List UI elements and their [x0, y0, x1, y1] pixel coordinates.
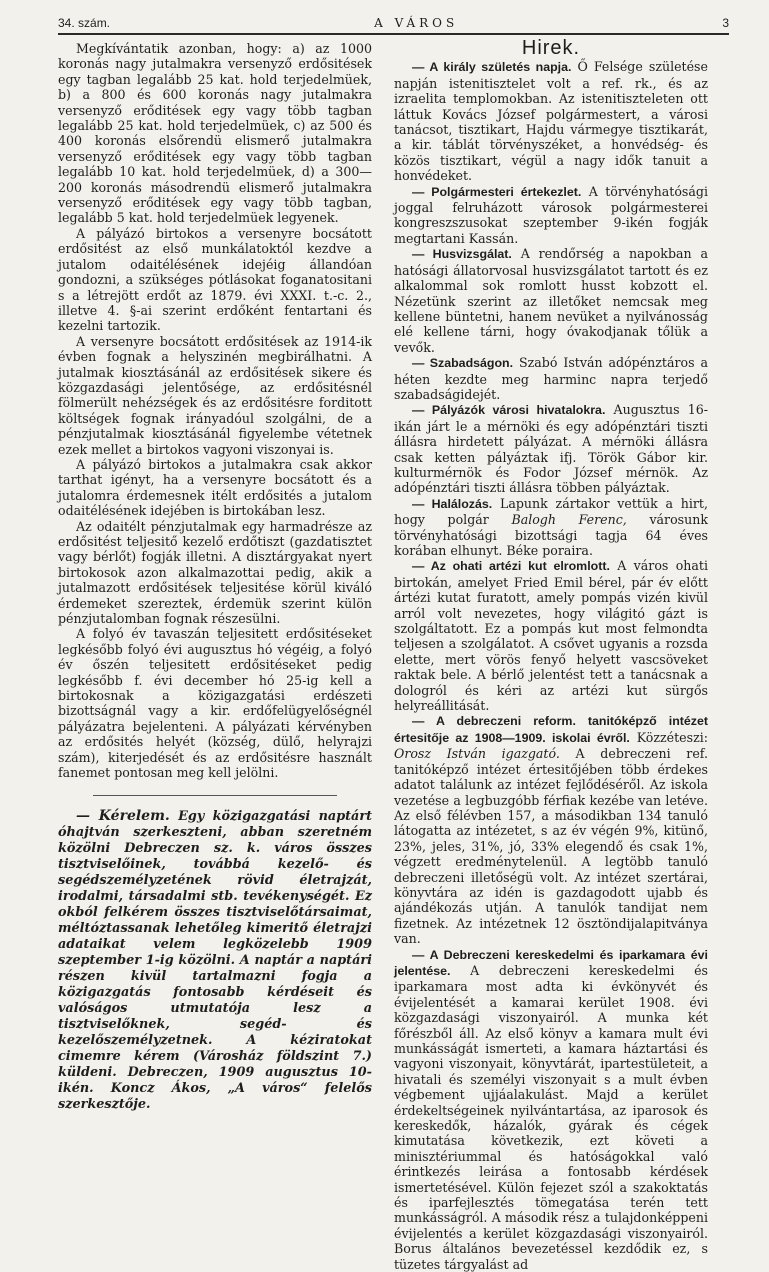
news-item — [394, 402, 708, 495]
news-item — [394, 558, 708, 713]
news-item — [394, 184, 708, 247]
news-text: Augusztus 16-ikán járt le a mérnöki és egy adópénztári tiszti állásra hirdetett pályázat. A mérnöki állásra csak ketten pályáztak ifj. Török Gábor kir. kulturmérnök és Fodor József mérnök. Az adópénztári tiszti állásra többen pályáztak. — [394, 402, 708, 496]
person-name: Orosz István igazgató. — [394, 746, 560, 762]
news-item — [394, 947, 708, 1272]
news-text: Lapunk zártakor vettük a hirt, hogy polgár — [394, 495, 709, 528]
request-notice — [58, 808, 372, 1113]
header-rule — [58, 33, 729, 35]
left-column — [58, 41, 372, 1272]
paragraph: A pályázó birtokos a jutalmakra csak akkor tarthat igényt, ha a versenyre bocsátott és a jutalomra érdemesnek itélt erdősités a jutalom odaitélésének idejében is birtokában lesz. — [58, 456, 372, 519]
news-text: A debreczeni ref. tanitóképző intézet értesitőjében több érdekes adatot találunk az intézet fejlődéséről. Az iskola vezetése a legbuzgóbb férfiak kezébe van letéve. Az első félévben 157, a másodikban 134 tanuló látogatta az intézetet, s az év végén 9%, kitünő, 23%, jeles, 31%, jó, 33% elegendő és csak 1%, végzett eredménytelenül. A legtöbb tanuló debreczeni illetőségü volt. Az intézet szertárai, könyvtára az idén is gazdagodott ujabb és ajándékozás utján. A tanulók tandijat nem fizetnek. Az intézetnek 12 ösztöndijalapitványa van. — [394, 746, 708, 947]
news-title: — Szabadságon. — [412, 356, 514, 371]
news-text: Szabó István adópénztáros a héten kezdte meg harminc napra terjedő szabadságidejét. — [394, 355, 708, 402]
columns — [58, 37, 729, 1272]
section-divider — [93, 795, 338, 796]
page-header — [58, 16, 729, 30]
news-title: — A debreczeni reform. tanitóképző intézet értesitője az 1908—1909. iskolai évről. — [394, 714, 708, 745]
news-text: A rendőrség a napokban a hatósági állatorvosal husvizsgálatot tartott és ez alkalommal sok romlott husst kobzott el. Nézetünk szerint az illetőket nemcsak meg kellene büntetni, hanem nevüket a nyilvánosság elé kellene tárni, hogy óvakodjanak tőlük a vevők. — [394, 246, 708, 355]
request-text: Egy közigazgatási naptárt óhajtván szerkeszteni, abban szeretném közölni Debreczen sz. k. város összes tisztviselőinek, továbbá kezelő- és segédszemélyzetének rövid életrajzát, irodalmi, társadalmi stb. tevékenységét. Ez okból felkérem összes tisztviselőtársaimat, méltóztassanak lehetőleg kimeritő életrajzi adataikat velem legközelebb 1909 szeptember 1-ig közölni. A naptár a naptári részen kivül tartalmazni fogja a közigazgatás fontosabb kérdéseit és valóságos utmutatója lesz a tisztviselőknek, segéd- és kezelőszemélyzetnek. A kéziratokat cimemre kérem (Városház földszint 7.) küldeni. Debreczen, 1909 augusztus 10-ikén. Koncz Ákos, „A város“ felelős szerkesztője. — [58, 808, 372, 1112]
news-item — [394, 355, 708, 402]
newspaper-title: A VÁROS — [374, 16, 459, 30]
news-title: — Az ohati artézi kut elromlott. — [412, 559, 610, 574]
news-text: Közzéteszi: — [636, 729, 708, 745]
news-text: A törvényhatósági joggal felruházott városok polgármesterei kongreszszusokat szeptember 9-ikén fogják megtartani Kassán. — [394, 183, 708, 246]
news-title: — Husvizsgálat. — [412, 247, 512, 262]
news-title: — Pályázók városi hivatalokra. — [412, 403, 606, 418]
news-text: A város ohati birtokán, amelyet Fried Emil bérel, pár év előtt ártézi kutat furatott, amely pompás vizén kivül arról volt nevezetes, hogy világitó gázt is szolgáltatott. Ez a pompás kut most felmondta teljesen a szolgálatot. A csővet ugyanis a rozsda elette, mert vörös fenyő helyett vascsöveket raktak bele. A bérlő jelentést tett a tanácsnak a dologról és kéri az artézi kut sürgős helyreállitását. — [394, 558, 708, 714]
news-item — [394, 496, 708, 559]
news-title: — A Debreczeni kereskedelmi és iparkamara évi jelentése. — [394, 947, 708, 978]
paragraph: Megkívántatik azonban, hogy: a) az 1000 koronás nagy jutalmakra versenyző erdősitések egy tagban legalább 25 kat. hold terjedelmüek, b) a 800 és 600 koronás nagy jutalmakra versenyző erőditések egy vagy több tagban legalább 25 kat. hold terjedelmüek, c) az 500 és 400 koronás elsőrendü elismerő jutalmakra versenyző erőditések egy vagy több tagban legalább 10 kat. hold terjedelmüek, d) a 300—200 koronás másodrendü elismerő jutalmakra versenyző erőditések egy vagy több tagban, legalább 5 kat. hold terjedelmüek legyenek. — [58, 41, 372, 226]
news-text: Ő Felsége születése napján istenitisztelet volt a ref. rk., és az izraelita templomokban. Az istenitiszteleten ott láttuk Kovács József polgármestert, a városi tanácsot, tisztikart, Hajdu vármegye tisztikarát, a kir. táblát törvényszéket, a honvédség- és közös tisztikart, végül a nagy idők tanuit a honvédeket. — [394, 59, 708, 184]
paragraph: A folyó év tavaszán teljesitett erdősitéseket legkésőbb folyó évi augusztus hó végéig, a folyó év őszén teljesitett erdősitéseket pedig legkésőbb f. évi december hó 25-ig kell a birtokosnak a közigazgatási erdészeti bizottságnál vagy a kir. erdőfelügyelőségnél pályázatra bejelenteni. A pályázati kérvényben az erdősités helyét (község, dülő, helyrajzi szám), kiterjedését és az erdősitésre használt fanemet pontosan meg kell jelölni. — [58, 626, 372, 781]
news-heading: Hirek. — [521, 37, 581, 59]
paragraph: A pályázó birtokos a versenyre bocsátott erdősitést az első munkálatoktól kezdve a jutalom odaitélésének idejéig állandóan gondozni, a szükséges pótlásokat foganatositani s a létrejött erdőt az 1879. évi XXXI. t.-c. 2., illetve 4. §-ai szerint erdőként fentartani és kezelni tartozik. — [58, 225, 372, 334]
news-text: A debreczeni kereskedelmi és iparkamara most adta ki évkönyvét és évijelentését a kamarai kerület 1908. évi közgazdasági viszonyairól. A munka két főrészből áll. Az első könyv a kamara mult évi munkásságát ismerteti, a kamara háztartási és vagyoni viszonyait, könyvtárát, ipartestületeit, a hivatali és személyi viszonyait s a mult évben végbement ujjáalakulást. Majd a kerület érdekeltségeinek nyilvántartása, az iparosok és kereskedők, házalók, gyárak és cégek kimutatása következik, ezt követi a minisztériummal és hatóságokkal való érintkezés leirása a fontosabb kérdések ismertetésével. Külön fejezet szól a szakoktatás és iparfejlesztés tömegatása terén tett munkásságról. A második rész a tulajdonképpeni évijelentés a kerület közgazdasági viszonyairól. Borus általános bevezetéssel kezdődik ez, s tüzetes tárgyalást ad — [394, 962, 708, 1272]
request-title: — Kérelem. — [76, 807, 170, 824]
right-column — [394, 37, 709, 1272]
news-item — [394, 59, 708, 183]
page-number: 3 — [722, 16, 729, 30]
paragraph: Az odaitélt pénzjutalmak egy harmadrésze az erdősitést teljesitő kezelő erdőtiszt (gazdatisztet vagy bérlőt) fogják illetni. A disztárgyakat nyert birtokosok azon alkalmazottai pedig, akik a jutalmazott erdősitések teljesitése körül kiváló érdemeket szereztek, érdemük szerint külön pénzjutalomban fognak részesülni. — [58, 518, 372, 627]
person-name: Balogh Ferenc, — [511, 512, 627, 528]
news-text: városunk törvényhatósági bizottsági tagja 64 éves korában elhunyt. Béke poraira. — [394, 512, 708, 558]
news-item — [394, 246, 708, 355]
news-title: — Halálozás. — [412, 496, 493, 511]
paragraph: A versenyre bocsátott erdősitések az 1914-ik évben fognak a helyszinén megbirálhatni. A jutalmak kiosztásánál az erdősitések sikere és közgazdasági jelentősége, az erdősitésnél fölmerült nehézségek és az erdősitésre forditott költségek fognak irányadóul szolgálni, de a pénzjutalmak kiosztásánál figyelembe vétetnek ezek mellet a birtokos vagyoni viszonyai is. — [58, 333, 372, 457]
news-title: — A király születés napja. — [412, 60, 572, 75]
news-title: — Polgármesteri értekezlet. — [412, 184, 582, 199]
issue-number: 34. szám. — [58, 16, 111, 30]
news-item — [394, 713, 708, 946]
